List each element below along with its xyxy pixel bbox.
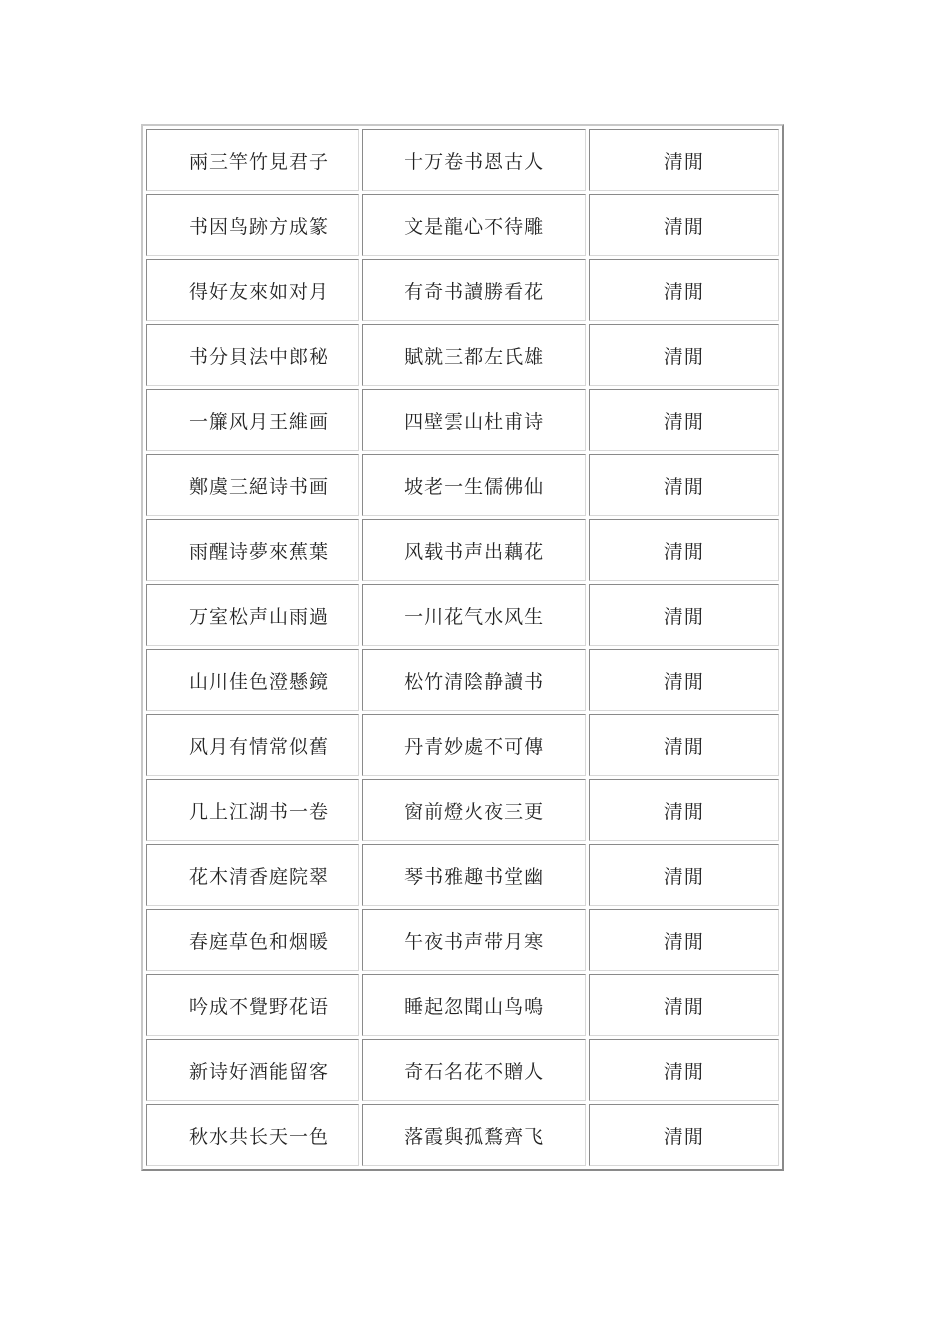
category-cell: 清閒 [589,714,779,776]
upper-line-cell: 山川佳色澄懸鏡 [146,649,359,711]
upper-line-cell: 一簾风月王維画 [146,389,359,451]
upper-line-cell: 书分貝法中郎秘 [146,324,359,386]
table-row [146,584,779,646]
category-cell: 清閒 [589,129,779,191]
table-row [146,844,779,906]
upper-line-cell: 新诗好酒能留客 [146,1039,359,1101]
category-cell: 清閒 [589,584,779,646]
table-row [146,389,779,451]
upper-line-cell: 得好友來如对月 [146,259,359,321]
upper-line-cell: 花木清香庭院翠 [146,844,359,906]
category-cell: 清閒 [589,649,779,711]
upper-line-cell: 鄭虞三絕诗书画 [146,454,359,516]
table-row [146,974,779,1036]
lower-line-cell: 坡老一生儒佛仙 [362,454,585,516]
table-row [146,129,779,191]
table-row [146,259,779,321]
category-cell: 清閒 [589,454,779,516]
table-row [146,779,779,841]
lower-line-cell: 琴书雅趣书堂幽 [362,844,585,906]
lower-line-cell: 风载书声出藕花 [362,519,585,581]
upper-line-cell: 春庭草色和烟暖 [146,909,359,971]
upper-line-cell: 书因鸟跡方成篆 [146,194,359,256]
category-cell: 清閒 [589,779,779,841]
table-row [146,1039,779,1101]
table-row [146,194,779,256]
category-cell: 清閒 [589,519,779,581]
category-cell: 清閒 [589,324,779,386]
lower-line-cell: 睡起忽聞山鸟鳴 [362,974,585,1036]
lower-line-cell: 一川花气水风生 [362,584,585,646]
lower-line-cell: 午夜书声带月寒 [362,909,585,971]
category-cell: 清閒 [589,909,779,971]
lower-line-cell: 賦就三都左氏雄 [362,324,585,386]
table-row [146,714,779,776]
category-cell: 清閒 [589,1104,779,1166]
lower-line-cell: 文是龍心不待雕 [362,194,585,256]
upper-line-cell: 秋水共长天一色 [146,1104,359,1166]
lower-line-cell: 丹青妙處不可傳 [362,714,585,776]
category-cell: 清閒 [589,259,779,321]
upper-line-cell: 兩三竿竹見君子 [146,129,359,191]
table-row [146,324,779,386]
lower-line-cell: 奇石名花不贈人 [362,1039,585,1101]
category-cell: 清閒 [589,194,779,256]
category-cell: 清閒 [589,974,779,1036]
upper-line-cell: 雨醒诗夢來蕉葉 [146,519,359,581]
upper-line-cell: 风月有情常似舊 [146,714,359,776]
category-cell: 清閒 [589,844,779,906]
table-row [146,1104,779,1166]
table-row [146,519,779,581]
lower-line-cell: 落霞與孤鶩齊飞 [362,1104,585,1166]
couplet-table [141,124,784,1171]
couplet-table-body [146,129,779,1166]
table-row [146,909,779,971]
category-cell: 清閒 [589,389,779,451]
upper-line-cell: 吟成不覺野花语 [146,974,359,1036]
table-row [146,454,779,516]
lower-line-cell: 窗前燈火夜三更 [362,779,585,841]
upper-line-cell: 万室松声山雨過 [146,584,359,646]
upper-line-cell: 几上江湖书一卷 [146,779,359,841]
table-row [146,649,779,711]
lower-line-cell: 十万卷书恩古人 [362,129,585,191]
lower-line-cell: 松竹清陰静讀书 [362,649,585,711]
lower-line-cell: 四壁雲山杜甫诗 [362,389,585,451]
category-cell: 清閒 [589,1039,779,1101]
lower-line-cell: 有奇书讀勝看花 [362,259,585,321]
